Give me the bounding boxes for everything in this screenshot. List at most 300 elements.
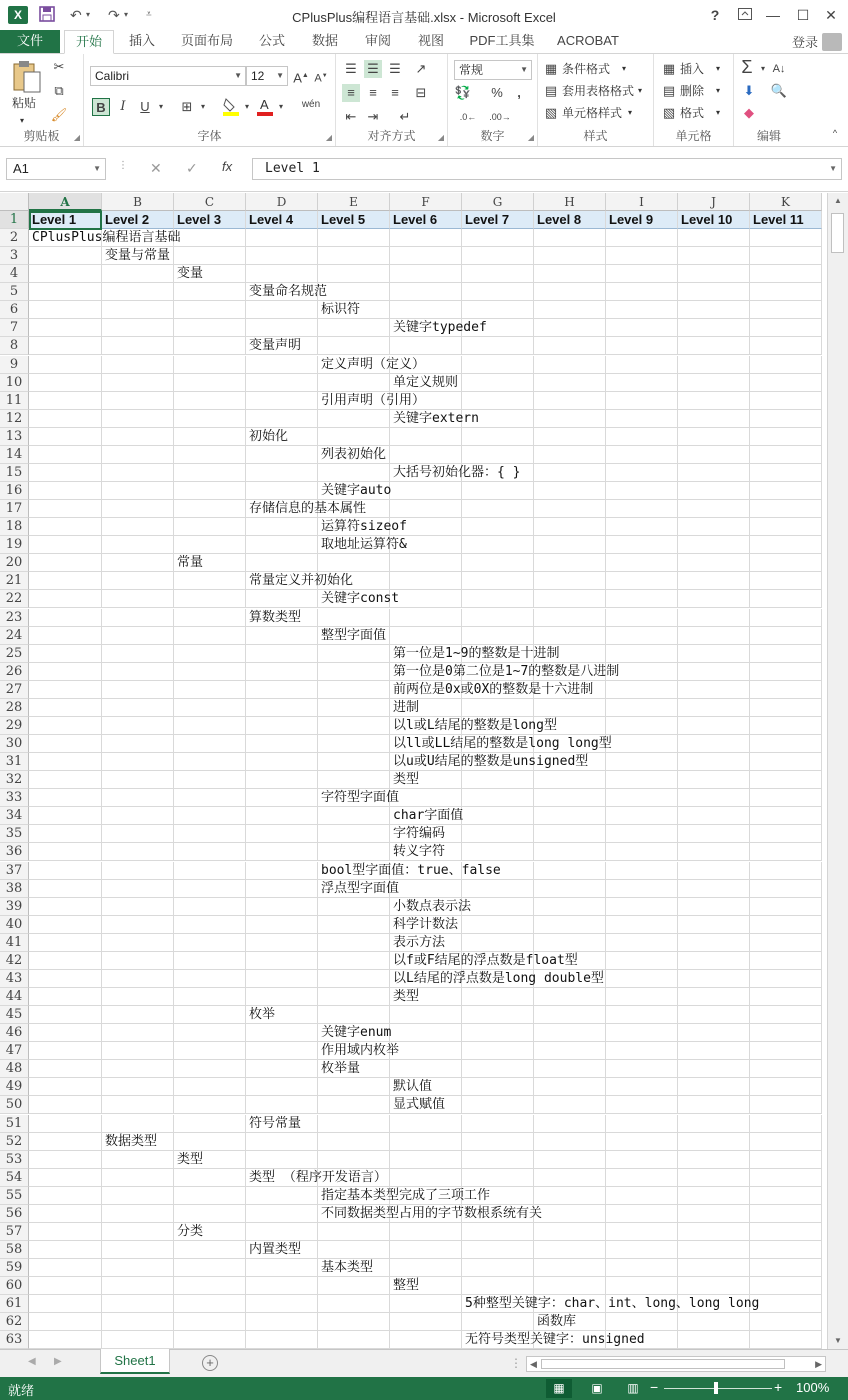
cell[interactable] (246, 590, 318, 608)
row-header[interactable]: 27 (0, 681, 29, 699)
cell[interactable] (678, 699, 750, 717)
cell[interactable] (462, 265, 534, 283)
cell[interactable] (102, 410, 174, 428)
cell[interactable] (606, 1313, 678, 1331)
cell[interactable] (390, 1133, 462, 1151)
enter-icon[interactable]: ✓ (186, 160, 198, 176)
cell[interactable] (606, 1169, 678, 1187)
cell[interactable] (390, 301, 462, 319)
cell[interactable] (174, 446, 246, 464)
cell[interactable] (246, 1060, 318, 1078)
cell[interactable] (246, 663, 318, 681)
row-header[interactable]: 6 (0, 301, 29, 319)
cell[interactable] (29, 807, 102, 825)
cell[interactable] (102, 753, 174, 771)
cell[interactable] (174, 229, 246, 247)
cell[interactable] (29, 1169, 102, 1187)
cell[interactable] (750, 1331, 822, 1349)
tab-view[interactable]: 视图 (417, 33, 444, 48)
cell[interactable] (102, 916, 174, 934)
cell[interactable] (246, 446, 318, 464)
scroll-down-icon[interactable]: ▼ (834, 1336, 842, 1345)
cell[interactable] (750, 482, 822, 500)
comma-style-button[interactable]: , (517, 85, 521, 100)
cell[interactable] (174, 428, 246, 446)
cell[interactable] (390, 554, 462, 572)
cell[interactable] (246, 789, 318, 807)
cell[interactable] (29, 1115, 102, 1133)
cell[interactable] (750, 1169, 822, 1187)
cell[interactable] (102, 970, 174, 988)
cell[interactable] (318, 843, 390, 861)
cell[interactable] (534, 319, 606, 337)
cell[interactable] (246, 1205, 318, 1223)
cell[interactable] (29, 609, 102, 627)
cell[interactable] (246, 1042, 318, 1060)
cell[interactable] (318, 952, 390, 970)
row-header[interactable]: 14 (0, 446, 29, 464)
tab-pdf-tools[interactable]: PDF工具集 (469, 33, 535, 48)
cell[interactable] (29, 862, 102, 880)
cell[interactable] (750, 500, 822, 518)
cell[interactable] (534, 627, 606, 645)
align-right-icon[interactable]: ≡ (391, 85, 399, 100)
cell[interactable] (174, 247, 246, 265)
cell[interactable] (318, 663, 390, 681)
cell[interactable] (318, 1241, 390, 1259)
cell[interactable] (678, 590, 750, 608)
row-header[interactable]: 46 (0, 1024, 29, 1042)
cell[interactable] (606, 464, 678, 482)
cell[interactable] (174, 699, 246, 717)
cell[interactable] (246, 807, 318, 825)
cell[interactable] (606, 337, 678, 355)
scroll-right-icon[interactable]: ▶ (815, 1359, 822, 1369)
cell[interactable] (750, 428, 822, 446)
row-header[interactable]: 25 (0, 645, 29, 663)
column-header-e[interactable]: E (318, 193, 390, 211)
cell[interactable] (174, 825, 246, 843)
cell[interactable] (462, 1096, 534, 1114)
cell[interactable] (246, 771, 318, 789)
sort-filter-icon[interactable]: A↓ (772, 63, 786, 75)
cell[interactable] (174, 518, 246, 536)
cell[interactable] (678, 789, 750, 807)
sheet-tab-sheet1[interactable]: Sheet1 (100, 1349, 170, 1374)
cell[interactable] (750, 518, 822, 536)
cell[interactable] (606, 1078, 678, 1096)
cell[interactable] (318, 1313, 390, 1331)
cell[interactable] (606, 356, 678, 374)
cell[interactable] (246, 392, 318, 410)
paste-icon[interactable] (10, 60, 44, 96)
align-top-icon[interactable]: ☰ (345, 61, 357, 76)
cell[interactable] (750, 1115, 822, 1133)
row-header[interactable]: 33 (0, 789, 29, 807)
cell[interactable] (102, 825, 174, 843)
cell[interactable] (462, 1006, 534, 1024)
cell[interactable] (29, 464, 102, 482)
cell[interactable] (534, 536, 606, 554)
row-header[interactable]: 24 (0, 627, 29, 645)
cell[interactable] (174, 1133, 246, 1151)
cell[interactable] (174, 1313, 246, 1331)
cell[interactable] (678, 229, 750, 247)
cell[interactable] (606, 952, 678, 970)
formula-input[interactable] (252, 158, 842, 180)
tab-formulas[interactable]: 公式 (258, 33, 285, 48)
cell[interactable] (750, 753, 822, 771)
avatar[interactable] (822, 33, 842, 51)
border-dropdown-icon[interactable]: ▾ (200, 102, 205, 111)
cell[interactable] (29, 265, 102, 283)
cell[interactable] (606, 446, 678, 464)
decrease-decimal-icon[interactable]: .00→ (489, 112, 511, 122)
font-launcher-icon[interactable]: ◢ (325, 133, 332, 142)
cell[interactable] (174, 392, 246, 410)
cell[interactable] (390, 880, 462, 898)
cell[interactable] (606, 681, 678, 699)
cell[interactable] (606, 717, 678, 735)
cell[interactable] (174, 572, 246, 590)
tab-insert[interactable]: 插入 (128, 33, 155, 48)
cell[interactable] (102, 934, 174, 952)
cell[interactable] (678, 319, 750, 337)
cell[interactable] (678, 301, 750, 319)
cell[interactable] (174, 1042, 246, 1060)
cell[interactable] (174, 916, 246, 934)
column-header-g[interactable]: G (462, 193, 534, 211)
row-header[interactable]: 15 (0, 464, 29, 482)
cell[interactable] (246, 1259, 318, 1277)
cell[interactable] (29, 337, 102, 355)
cell[interactable] (246, 1133, 318, 1151)
cell[interactable] (102, 337, 174, 355)
cell[interactable] (678, 753, 750, 771)
undo-icon[interactable]: ↶ (70, 7, 82, 23)
cell[interactable] (534, 482, 606, 500)
cell[interactable] (102, 1313, 174, 1331)
cell[interactable] (102, 627, 174, 645)
cell[interactable] (678, 374, 750, 392)
cell[interactable] (246, 374, 318, 392)
cell[interactable] (750, 843, 822, 861)
cell[interactable] (102, 1096, 174, 1114)
cell[interactable] (246, 1151, 318, 1169)
row-header[interactable]: 5 (0, 283, 29, 301)
cell[interactable] (678, 1331, 750, 1349)
cell[interactable] (462, 1223, 534, 1241)
row-header[interactable]: 43 (0, 970, 29, 988)
cell[interactable] (29, 663, 102, 681)
phonetic-guide-icon[interactable]: wén (301, 99, 321, 110)
row-header[interactable]: 16 (0, 482, 29, 500)
restore-ribbon-icon[interactable] (732, 4, 758, 26)
cell[interactable] (246, 825, 318, 843)
cell[interactable] (678, 627, 750, 645)
column-header-j[interactable]: J (678, 193, 750, 211)
cell[interactable] (750, 789, 822, 807)
undo-dropdown-icon[interactable]: ▾ (86, 10, 91, 19)
cell[interactable] (678, 518, 750, 536)
row-header[interactable]: 19 (0, 536, 29, 554)
cell[interactable] (606, 862, 678, 880)
cell[interactable] (462, 301, 534, 319)
select-all-corner[interactable] (0, 193, 29, 211)
cell[interactable] (174, 1205, 246, 1223)
cell[interactable] (462, 536, 534, 554)
cell[interactable] (534, 392, 606, 410)
cell[interactable] (29, 645, 102, 663)
cell[interactable] (678, 1205, 750, 1223)
customize-qat-icon[interactable]: ⩡ (146, 9, 152, 20)
cell[interactable] (29, 1241, 102, 1259)
cell[interactable] (29, 988, 102, 1006)
cell[interactable] (246, 265, 318, 283)
cell[interactable] (390, 627, 462, 645)
cell[interactable] (174, 1259, 246, 1277)
cell[interactable] (29, 1295, 102, 1313)
tab-file[interactable]: 文件 (0, 30, 60, 54)
cell[interactable] (534, 590, 606, 608)
cell[interactable] (29, 374, 102, 392)
cell[interactable] (462, 627, 534, 645)
cell[interactable] (750, 1295, 822, 1313)
column-header-d[interactable]: D (246, 193, 318, 211)
cell[interactable] (29, 536, 102, 554)
cell[interactable] (750, 807, 822, 825)
cell[interactable] (750, 988, 822, 1006)
cell[interactable] (318, 988, 390, 1006)
cell[interactable] (678, 1096, 750, 1114)
vertical-scrollbar[interactable] (827, 193, 848, 1349)
cell[interactable] (246, 843, 318, 861)
cell[interactable] (246, 301, 318, 319)
cell[interactable] (390, 789, 462, 807)
row-header[interactable]: 7 (0, 319, 29, 337)
cell[interactable] (246, 645, 318, 663)
cell[interactable] (534, 916, 606, 934)
cell[interactable] (29, 428, 102, 446)
row-header[interactable]: 32 (0, 771, 29, 789)
chevron-down-icon[interactable]: ▾ (760, 64, 765, 73)
cell[interactable] (750, 1024, 822, 1042)
cell[interactable] (318, 753, 390, 771)
cell[interactable] (246, 1187, 318, 1205)
delete-cells-icon[interactable]: ▤ (662, 83, 676, 98)
cell[interactable] (102, 265, 174, 283)
row-header[interactable]: 10 (0, 374, 29, 392)
row-header[interactable]: 38 (0, 880, 29, 898)
cell[interactable] (678, 554, 750, 572)
cell[interactable] (606, 609, 678, 627)
cell[interactable] (462, 1078, 534, 1096)
cell[interactable] (534, 428, 606, 446)
cell[interactable] (678, 843, 750, 861)
row-header[interactable]: 30 (0, 735, 29, 753)
cell[interactable] (318, 410, 390, 428)
cell[interactable] (102, 898, 174, 916)
cell[interactable] (390, 1042, 462, 1060)
cell[interactable] (246, 482, 318, 500)
worksheet-grid[interactable] (0, 193, 827, 1349)
cell[interactable] (462, 283, 534, 301)
cell[interactable] (29, 1223, 102, 1241)
chevron-down-icon[interactable]: ▾ (716, 64, 721, 73)
row-header[interactable]: 12 (0, 410, 29, 428)
row-header[interactable]: 55 (0, 1187, 29, 1205)
cell[interactable] (390, 428, 462, 446)
cell[interactable] (606, 518, 678, 536)
number-launcher-icon[interactable]: ◢ (527, 133, 534, 142)
wrap-text-icon[interactable]: ↵ (399, 109, 411, 124)
cell[interactable] (246, 699, 318, 717)
cell[interactable] (678, 1169, 750, 1187)
column-header-i[interactable]: I (606, 193, 678, 211)
cell[interactable] (750, 880, 822, 898)
cell[interactable] (174, 645, 246, 663)
cell[interactable] (462, 1277, 534, 1295)
row-header[interactable]: 36 (0, 843, 29, 861)
zoom-slider-thumb[interactable] (714, 1382, 718, 1394)
cell[interactable] (29, 1259, 102, 1277)
merge-center-icon[interactable]: ⊟ (415, 85, 427, 100)
cell[interactable] (462, 807, 534, 825)
percent-button[interactable]: % (491, 85, 503, 100)
cell[interactable] (102, 1151, 174, 1169)
cell[interactable] (29, 1042, 102, 1060)
cell[interactable] (102, 1223, 174, 1241)
row-header[interactable]: 3 (0, 247, 29, 265)
row-header[interactable]: 57 (0, 1223, 29, 1241)
cell[interactable] (102, 1241, 174, 1259)
cell[interactable] (102, 699, 174, 717)
cell[interactable] (174, 1078, 246, 1096)
cell[interactable] (29, 301, 102, 319)
cell[interactable] (318, 970, 390, 988)
close-icon[interactable]: ✕ (825, 7, 837, 23)
cell[interactable] (534, 1042, 606, 1060)
cell[interactable] (606, 1277, 678, 1295)
cell[interactable] (750, 609, 822, 627)
cell[interactable] (390, 1241, 462, 1259)
cell[interactable] (678, 482, 750, 500)
cell[interactable] (246, 518, 318, 536)
cell[interactable] (246, 934, 318, 952)
cell[interactable] (462, 934, 534, 952)
cell[interactable] (534, 1096, 606, 1114)
cell[interactable] (390, 1024, 462, 1042)
cell[interactable] (750, 337, 822, 355)
decrease-font-icon[interactable]: A▼ (314, 72, 328, 85)
cell[interactable] (750, 446, 822, 464)
cell[interactable] (390, 1115, 462, 1133)
cell[interactable] (606, 1060, 678, 1078)
row-header[interactable]: 2 (0, 229, 29, 247)
collapse-ribbon-icon[interactable]: ^ (832, 128, 838, 138)
cell[interactable] (606, 753, 678, 771)
cell[interactable] (318, 247, 390, 265)
cell[interactable] (29, 518, 102, 536)
cell[interactable] (102, 1205, 174, 1223)
paste-dropdown-icon[interactable]: ▾ (20, 116, 25, 125)
cell[interactable] (174, 1096, 246, 1114)
cell[interactable] (750, 663, 822, 681)
row-header[interactable]: 29 (0, 717, 29, 735)
maximize-icon[interactable]: ☐ (796, 7, 810, 23)
cell[interactable] (534, 934, 606, 952)
cell[interactable] (462, 880, 534, 898)
zoom-in-button[interactable]: + (774, 1379, 783, 1395)
normal-view-icon[interactable]: ▦ (546, 1379, 572, 1398)
cell[interactable] (534, 880, 606, 898)
cell[interactable] (462, 988, 534, 1006)
cell[interactable] (606, 482, 678, 500)
cell[interactable] (318, 1223, 390, 1241)
cell[interactable] (534, 1259, 606, 1277)
cell[interactable] (318, 428, 390, 446)
cell[interactable] (678, 807, 750, 825)
cell[interactable] (534, 1024, 606, 1042)
increase-indent-icon[interactable]: ⇥ (367, 109, 379, 124)
cell[interactable] (29, 771, 102, 789)
cell[interactable] (29, 735, 102, 753)
cell[interactable] (390, 572, 462, 590)
cell[interactable] (534, 500, 606, 518)
cell[interactable] (29, 319, 102, 337)
cell[interactable] (246, 988, 318, 1006)
help-button[interactable]: ? (710, 7, 720, 23)
autosum-icon[interactable]: Σ (741, 57, 753, 77)
paste-button[interactable]: 粘贴 (12, 96, 37, 110)
cell[interactable] (102, 1060, 174, 1078)
cell[interactable] (678, 988, 750, 1006)
cell[interactable] (678, 681, 750, 699)
row-header[interactable]: 56 (0, 1205, 29, 1223)
cell[interactable] (534, 1223, 606, 1241)
cell[interactable] (534, 862, 606, 880)
cell[interactable] (750, 952, 822, 970)
cell[interactable] (678, 1259, 750, 1277)
cell[interactable] (606, 374, 678, 392)
cell[interactable] (678, 500, 750, 518)
cell[interactable] (534, 1151, 606, 1169)
cell[interactable] (29, 1024, 102, 1042)
cell[interactable] (246, 410, 318, 428)
cell[interactable] (102, 446, 174, 464)
cell[interactable] (29, 1331, 102, 1349)
row-header[interactable]: 18 (0, 518, 29, 536)
cell[interactable] (678, 934, 750, 952)
cell[interactable] (390, 265, 462, 283)
cell[interactable] (174, 1169, 246, 1187)
cell[interactable] (174, 1331, 246, 1349)
cell[interactable] (534, 1277, 606, 1295)
cell[interactable] (102, 536, 174, 554)
cell[interactable] (750, 410, 822, 428)
cell[interactable] (318, 1295, 390, 1313)
cell[interactable] (29, 1313, 102, 1331)
cell[interactable] (750, 645, 822, 663)
row-header[interactable]: 61 (0, 1295, 29, 1313)
cell[interactable] (606, 247, 678, 265)
row-header[interactable]: 58 (0, 1241, 29, 1259)
cell[interactable] (678, 862, 750, 880)
italic-button[interactable]: I (120, 99, 126, 114)
cell[interactable] (390, 482, 462, 500)
cell[interactable] (678, 572, 750, 590)
format-as-table-button[interactable]: 套用表格格式 (562, 84, 635, 98)
